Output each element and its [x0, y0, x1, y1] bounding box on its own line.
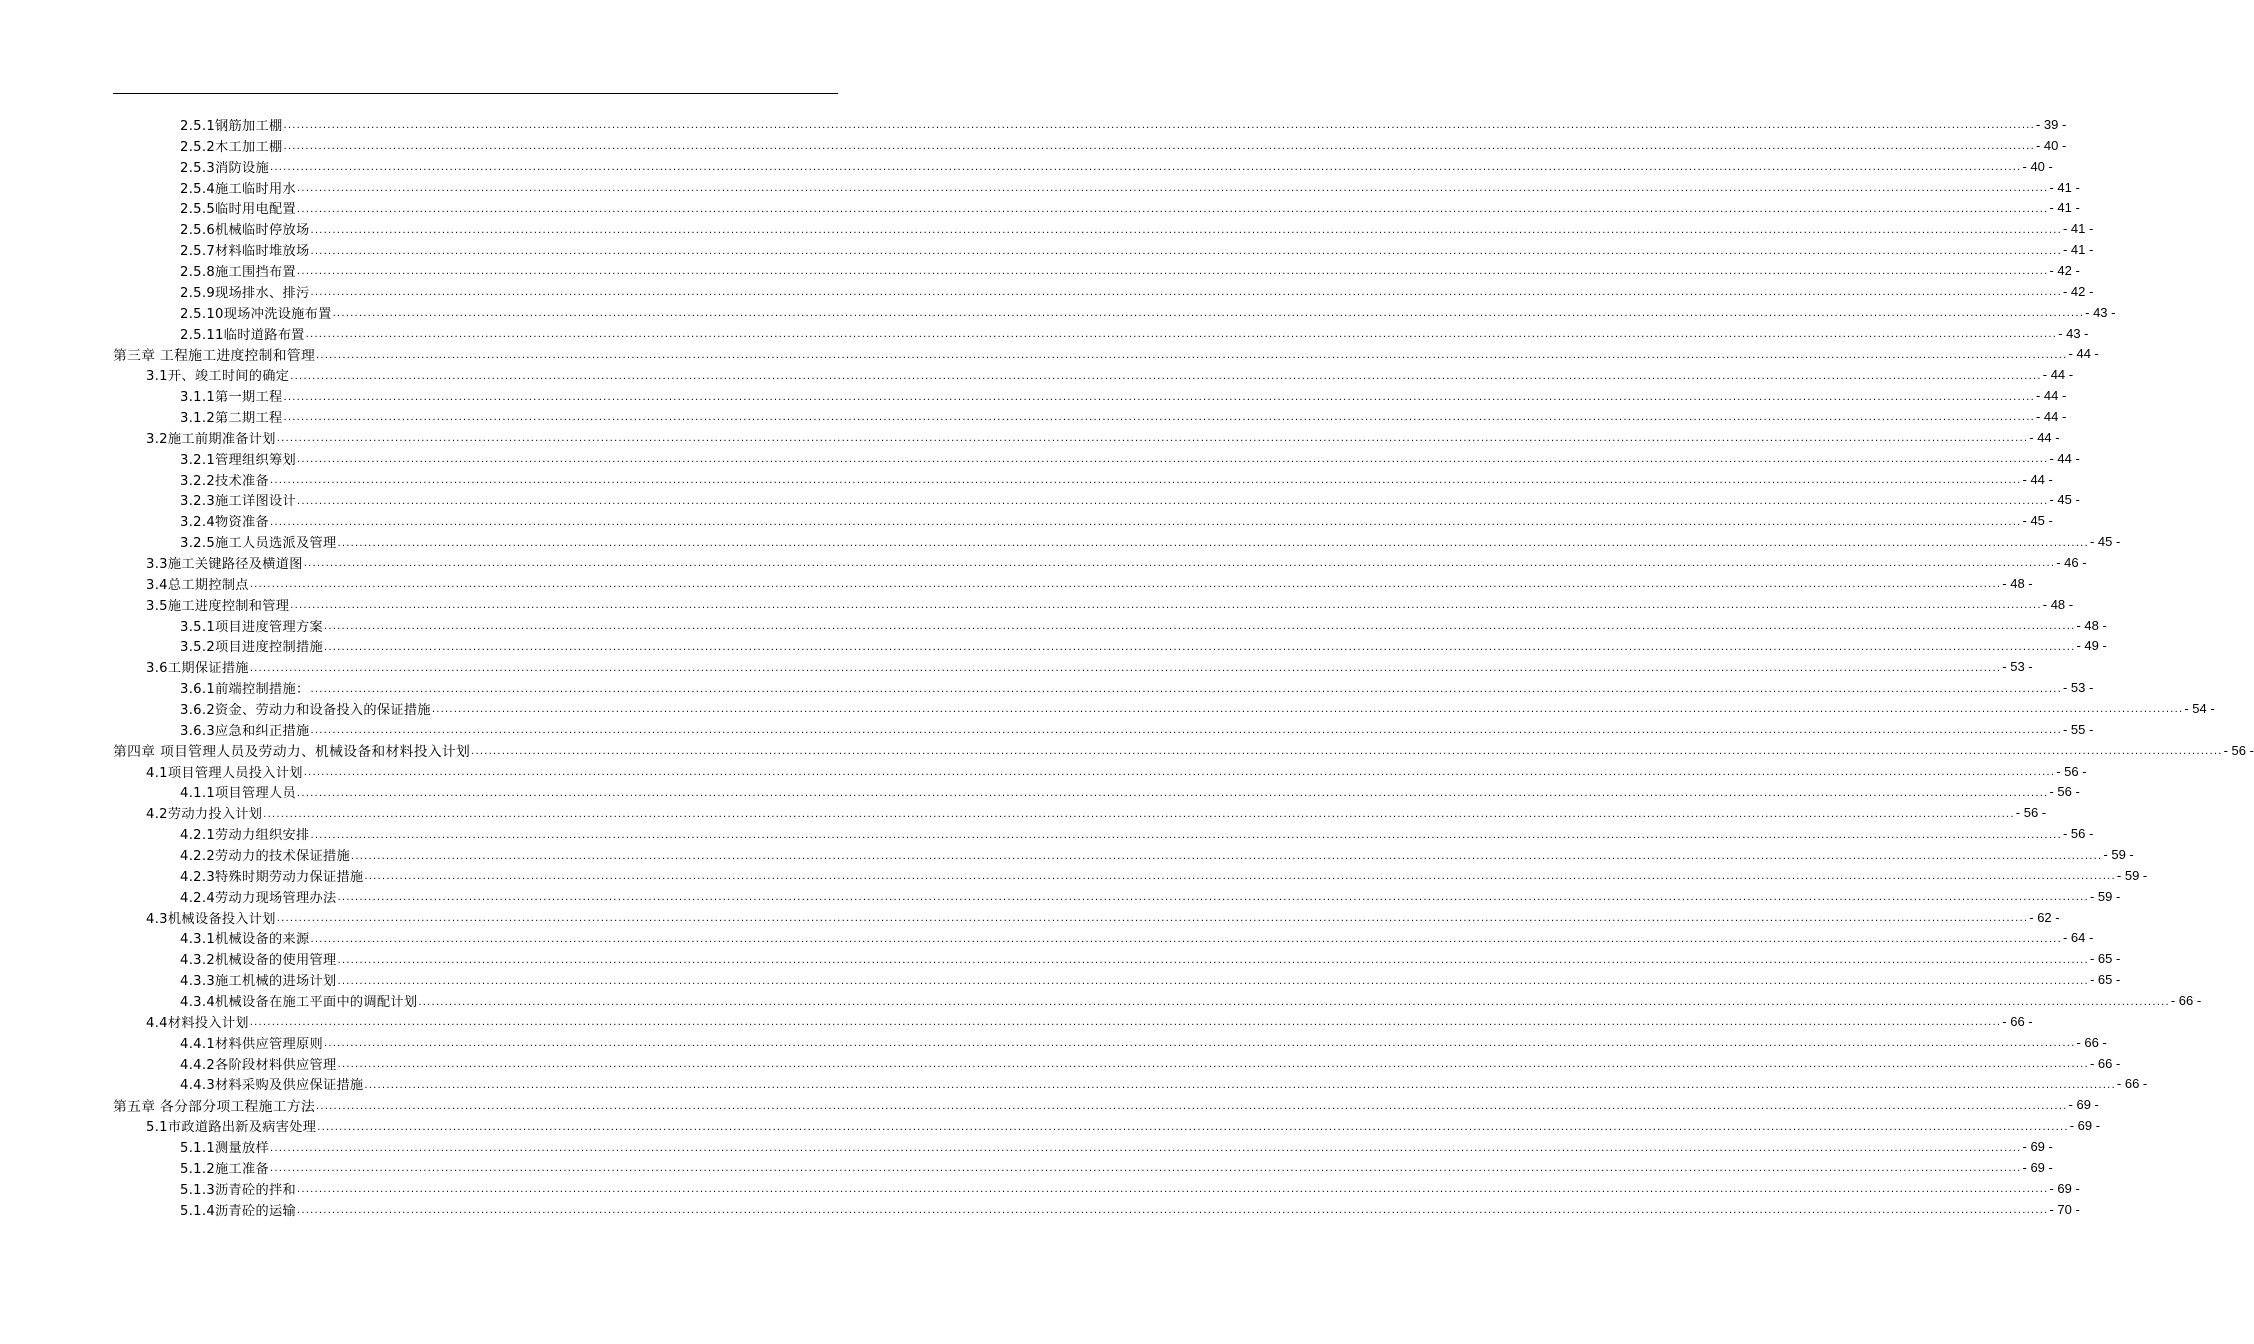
toc-entry-level-3[interactable]: [113, 281, 2094, 302]
toc-leader-dots: ................................................................................................................................................................................................................................................................................................................................................................................................................: [290, 370, 2042, 382]
toc-entry-page: - 46 -: [2056, 554, 2087, 570]
toc-entry-page: - 40 -: [2035, 137, 2067, 153]
toc-entry-level-3[interactable]: [113, 197, 2080, 218]
toc-entry-level-3[interactable]: [113, 302, 2116, 323]
toc-entry-level-3[interactable]: [113, 406, 2067, 427]
toc-leader-dots: ................................................................................................................................................................................................................................................................................................................................................................................................................: [323, 621, 2076, 633]
toc-entry-page: - 41 -: [2049, 200, 2080, 216]
toc-leader-dots: ................................................................................................................................................................................................................................................................................................................................................................................................................: [296, 183, 2049, 194]
toc-entry-title: 3.2.3施工详图设计: [180, 494, 296, 510]
toc-leader-dots: ................................................................................................................................................................................................................................................................................................................................................................................................................: [310, 933, 2062, 945]
toc-entry-level-3[interactable]: [113, 886, 2121, 907]
toc-entry-title: 2.5.1钢筋加工棚: [180, 118, 283, 134]
toc-entry-page: - 48 -: [2002, 575, 2033, 591]
toc-entry-level-3[interactable]: [113, 865, 2148, 886]
toc-entry-level-3[interactable]: [113, 1074, 2148, 1095]
table-of-contents: [113, 114, 2254, 1220]
toc-entry-level-2[interactable]: [113, 656, 2033, 677]
toc-entry-level-1[interactable]: [113, 343, 2099, 364]
toc-leader-dots: ................................................................................................................................................................................................................................................................................................................................................................................................................: [431, 704, 2184, 716]
toc-entry-page: - 41 -: [2049, 179, 2080, 195]
toc-entry-title: 3.4总工期控制点: [146, 577, 249, 593]
toc-leader-dots: ................................................................................................................................................................................................................................................................................................................................................................................................................: [249, 1017, 2002, 1029]
toc-entry-title: 2.5.9现场排水、排污: [180, 285, 310, 301]
toc-entry-page: - 44 -: [2035, 388, 2067, 404]
toc-entry-level-2[interactable]: [113, 907, 2060, 928]
toc-entry-title: 4.2.4劳动力现场管理办法: [180, 890, 337, 906]
toc-entry-page: - 41 -: [2062, 242, 2094, 258]
toc-leader-dots: ................................................................................................................................................................................................................................................................................................................................................................................................................: [471, 746, 2223, 758]
toc-entry-page: - 39 -: [2035, 116, 2067, 132]
toc-entry-level-3[interactable]: [113, 448, 2080, 469]
toc-leader-dots: ................................................................................................................................................................................................................................................................................................................................................................................................................: [263, 808, 2015, 820]
toc-entry-title: 4.4材料投入计划: [146, 1015, 249, 1031]
toc-leader-dots: ................................................................................................................................................................................................................................................................................................................................................................................................................: [418, 996, 2170, 1008]
toc-entry-title: 2.5.6机械临时停放场: [180, 223, 310, 239]
toc-entry-title: 第四章 项目管理人员及劳动力、机械设备和材料投入计划: [113, 744, 471, 761]
toc-entry-page: - 69 -: [2049, 1180, 2080, 1196]
toc-entry-title: 2.5.11临时道路布置: [180, 327, 305, 343]
toc-leader-dots: ................................................................................................................................................................................................................................................................................................................................................................................................................: [310, 829, 2062, 841]
toc-entry-level-3[interactable]: [113, 677, 2094, 698]
toc-entry-page: - 41 -: [2062, 221, 2094, 237]
toc-leader-dots: ................................................................................................................................................................................................................................................................................................................................................................................................................: [283, 391, 2035, 403]
toc-entry-title: 3.3施工关键路径及横道图: [146, 556, 303, 572]
toc-entry-level-3[interactable]: [113, 156, 2053, 177]
toc-entry-level-3[interactable]: [113, 531, 2121, 552]
toc-leader-dots: ................................................................................................................................................................................................................................................................................................................................................................................................................: [283, 120, 2035, 132]
toc-entry-title: 3.2施工前期准备计划: [146, 431, 276, 447]
toc-entry-page: - 44 -: [2042, 367, 2074, 383]
toc-leader-dots: ................................................................................................................................................................................................................................................................................................................................................................................................................: [337, 975, 2089, 987]
toc-entry-title: 2.5.3消防设施: [180, 160, 270, 176]
toc-leader-dots: ................................................................................................................................................................................................................................................................................................................................................................................................................: [310, 224, 2062, 236]
toc-leader-dots: ................................................................................................................................................................................................................................................................................................................................................................................................................: [249, 579, 2002, 591]
toc-entry-level-3[interactable]: [113, 469, 2053, 490]
header-rule: [113, 93, 838, 94]
toc-entry-page: - 66 -: [2076, 1034, 2107, 1050]
toc-leader-dots: ................................................................................................................................................................................................................................................................................................................................................................................................................: [310, 683, 2062, 695]
toc-entry-level-3[interactable]: [113, 135, 2067, 156]
toc-entry-page: - 56 -: [2056, 763, 2087, 779]
toc-entry-title: 3.2.1管理组织筹划: [180, 452, 296, 468]
toc-entry-title: 3.1.1第一期工程: [180, 390, 283, 406]
toc-entry-title: 4.3机械设备投入计划: [146, 911, 276, 927]
toc-leader-dots: ................................................................................................................................................................................................................................................................................................................................................................................................................: [303, 767, 2056, 779]
toc-entry-page: - 49 -: [2076, 638, 2107, 654]
toc-entry-title: 3.5.1项目进度管理方案: [180, 619, 323, 635]
toc-leader-dots: ................................................................................................................................................................................................................................................................................................................................................................................................................: [296, 1184, 2049, 1196]
toc-entry-title: 第五章 各分部分项工程施工方法: [113, 1098, 316, 1115]
toc-entry-title: 2.5.7材料临时堆放场: [180, 244, 310, 260]
toc-leader-dots: ................................................................................................................................................................................................................................................................................................................................................................................................................: [296, 1205, 2049, 1217]
toc-entry-page: - 48 -: [2042, 596, 2074, 612]
toc-entry-title: 4.2.3特殊时期劳动力保证措施: [180, 869, 364, 885]
toc-entry-level-3[interactable]: [113, 1032, 2107, 1053]
toc-leader-dots: ................................................................................................................................................................................................................................................................................................................................................................................................................: [270, 1142, 2022, 1154]
toc-entry-level-3[interactable]: [113, 1053, 2121, 1074]
toc-entry-level-2[interactable]: [113, 1011, 2033, 1032]
toc-leader-dots: ................................................................................................................................................................................................................................................................................................................................................................................................................: [337, 954, 2089, 966]
toc-entry-title: 3.2.2技术准备: [180, 473, 270, 489]
toc-entry-page: - 40 -: [2022, 158, 2053, 174]
toc-entry-title: 4.3.2机械设备的使用管理: [180, 953, 337, 969]
toc-entry-page: - 44 -: [2068, 346, 2099, 362]
toc-entry-title: 4.3.3施工机械的进场计划: [180, 974, 337, 990]
toc-entry-title: 4.2.2劳动力的技术保证措施: [180, 849, 350, 864]
toc-leader-dots: ................................................................................................................................................................................................................................................................................................................................................................................................................: [296, 787, 2049, 799]
toc-leader-dots: ................................................................................................................................................................................................................................................................................................................................................................................................................: [337, 892, 2089, 904]
toc-entry-page: - 54 -: [2184, 700, 2215, 716]
toc-entry-page: - 55 -: [2062, 721, 2094, 737]
toc-entry-title: 3.6.2资金、劳动力和设备投入的保证措施: [180, 702, 431, 718]
toc-entry-title: 2.5.5临时用电配置: [180, 202, 296, 218]
toc-entry-level-3[interactable]: [113, 489, 2080, 510]
toc-entry-level-3[interactable]: [113, 969, 2121, 990]
toc-entry-level-2[interactable]: [113, 1115, 2101, 1136]
toc-entry-page: - 44 -: [2029, 429, 2060, 445]
toc-leader-dots: ................................................................................................................................................................................................................................................................................................................................................................................................................: [270, 1163, 2022, 1175]
toc-leader-dots: ................................................................................................................................................................................................................................................................................................................................................................................................................: [296, 495, 2049, 507]
toc-entry-title: 2.5.10现场冲洗设施布置: [180, 306, 332, 322]
toc-entry-level-3[interactable]: [113, 177, 2080, 198]
toc-entry-title: 3.1开、竣工时间的确定: [146, 369, 290, 385]
toc-entry-level-3[interactable]: [113, 260, 2080, 281]
toc-entry-level-2[interactable]: [113, 573, 2033, 594]
toc-entry-page: - 59 -: [2103, 847, 2134, 862]
toc-leader-dots: ................................................................................................................................................................................................................................................................................................................................................................................................................: [323, 641, 2076, 653]
toc-entry-title: 2.5.8施工围挡布置: [180, 264, 296, 280]
toc-entry-level-3[interactable]: [113, 635, 2107, 656]
toc-leader-dots: ................................................................................................................................................................................................................................................................................................................................................................................................................: [310, 725, 2062, 737]
toc-leader-dots: ................................................................................................................................................................................................................................................................................................................................................................................................................: [270, 516, 2022, 528]
toc-entry-title: 第三章 工程施工进度控制和管理: [113, 347, 316, 364]
toc-entry-page: - 64 -: [2062, 930, 2094, 946]
toc-entry-level-3[interactable]: [113, 385, 2067, 406]
toc-entry-title: 2.5.4施工临时用水: [180, 181, 296, 197]
toc-entry-page: - 62 -: [2029, 909, 2060, 925]
toc-entry-page: - 53 -: [2002, 659, 2033, 675]
toc-entry-page: - 66 -: [2002, 1013, 2033, 1029]
toc-leader-dots: ................................................................................................................................................................................................................................................................................................................................................................................................................: [364, 1079, 2116, 1091]
toc-leader-dots: ................................................................................................................................................................................................................................................................................................................................................................................................................: [323, 1038, 2076, 1050]
toc-entry-title: 3.5施工进度控制和管理: [146, 598, 290, 614]
toc-entry-page: - 66 -: [2170, 993, 2202, 1009]
toc-entry-title: 4.3.4机械设备在施工平面中的调配计划: [180, 995, 418, 1011]
toc-leader-dots: ................................................................................................................................................................................................................................................................................................................................................................................................................: [249, 662, 2002, 674]
toc-entry-page: - 53 -: [2062, 680, 2094, 696]
toc-entry-title: 4.2.1劳动力组织安排: [180, 828, 310, 844]
toc-entry-title: 3.6.3应急和纠正措施: [180, 723, 310, 739]
toc-leader-dots: ................................................................................................................................................................................................................................................................................................................................................................................................................: [290, 600, 2042, 612]
toc-entry-level-3[interactable]: [113, 698, 2215, 719]
toc-entry-page: - 48 -: [2076, 617, 2107, 633]
toc-leader-dots: ................................................................................................................................................................................................................................................................................................................................................................................................................: [316, 1100, 2068, 1112]
toc-leader-dots: ................................................................................................................................................................................................................................................................................................................................................................................................................: [296, 203, 2049, 215]
toc-entry-level-3[interactable]: [113, 323, 2089, 344]
toc-entry-page: - 70 -: [2049, 1201, 2080, 1217]
toc-entry-level-3[interactable]: [113, 990, 2202, 1011]
toc-entry-level-3[interactable]: [113, 239, 2094, 260]
toc-entry-level-2[interactable]: [113, 802, 2047, 823]
toc-entry-level-3[interactable]: [113, 1157, 2053, 1178]
toc-entry-level-3[interactable]: [113, 844, 2134, 865]
toc-entry-title: 3.2.4物资准备: [180, 515, 270, 531]
toc-entry-level-3[interactable]: [113, 1178, 2080, 1199]
toc-entry-page: - 69 -: [2069, 1118, 2101, 1134]
toc-entry-page: - 45 -: [2022, 513, 2053, 529]
toc-entry-title: 4.4.2各阶段材料供应管理: [180, 1057, 337, 1073]
toc-entry-title: 5.1.4沥青砼的运输: [180, 1203, 296, 1219]
toc-entry-page: - 59 -: [2116, 867, 2148, 883]
toc-leader-dots: ................................................................................................................................................................................................................................................................................................................................................................................................................: [350, 850, 2103, 862]
toc-leader-dots: ................................................................................................................................................................................................................................................................................................................................................................................................................: [276, 913, 2029, 925]
toc-leader-dots: ................................................................................................................................................................................................................................................................................................................................................................................................................: [296, 266, 2049, 278]
toc-entry-level-2[interactable]: [113, 761, 2087, 782]
toc-leader-dots: ................................................................................................................................................................................................................................................................................................................................................................................................................: [317, 1121, 2069, 1133]
toc-entry-title: 5.1市政道路出新及病害处理: [146, 1120, 317, 1136]
toc-entry-page: - 42 -: [2062, 283, 2094, 299]
toc-leader-dots: ................................................................................................................................................................................................................................................................................................................................................................................................................: [337, 1059, 2089, 1071]
toc-entry-page: - 42 -: [2049, 262, 2080, 278]
toc-entry-title: 4.1.1项目管理人员: [180, 786, 296, 802]
toc-entry-title: 3.1.2第二期工程: [180, 410, 283, 426]
toc-entry-title: 5.1.3沥青砼的拌和: [180, 1182, 296, 1198]
toc-entry-level-3[interactable]: [113, 114, 2067, 135]
toc-entry-level-3[interactable]: [113, 948, 2121, 969]
toc-entry-title: 3.6工期保证措施: [146, 661, 249, 677]
toc-entry-title: 4.4.3材料采购及供应保证措施: [180, 1078, 364, 1094]
toc-leader-dots: ................................................................................................................................................................................................................................................................................................................................................................................................................: [270, 162, 2022, 174]
toc-entry-page: - 45 -: [2089, 534, 2121, 550]
toc-leader-dots: ................................................................................................................................................................................................................................................................................................................................................................................................................: [305, 329, 2058, 341]
toc-entry-level-2[interactable]: [113, 364, 2074, 385]
toc-entry-title: 4.4.1材料供应管理原则: [180, 1036, 323, 1052]
toc-entry-level-3[interactable]: [113, 615, 2107, 636]
toc-leader-dots: ................................................................................................................................................................................................................................................................................................................................................................................................................: [296, 454, 2049, 466]
toc-entry-page: - 43 -: [2058, 325, 2089, 341]
toc-entry-title: 3.2.5施工人员选派及管理: [180, 536, 337, 552]
toc-entry-page: - 66 -: [2116, 1076, 2148, 1092]
toc-entry-page: - 44 -: [2022, 471, 2053, 487]
toc-entry-level-3[interactable]: [113, 782, 2080, 803]
toc-entry-page: - 44 -: [2049, 450, 2080, 466]
toc-leader-dots: ................................................................................................................................................................................................................................................................................................................................................................................................................: [364, 871, 2116, 883]
toc-entry-level-3[interactable]: [113, 218, 2094, 239]
toc-entry-level-3[interactable]: [113, 719, 2094, 740]
toc-leader-dots: ................................................................................................................................................................................................................................................................................................................................................................................................................: [303, 558, 2056, 570]
toc-entry-level-3[interactable]: [113, 928, 2094, 949]
toc-entry-page: - 45 -: [2049, 492, 2080, 508]
toc-entry-title: 3.6.1前端控制措施：: [180, 682, 310, 698]
toc-leader-dots: ................................................................................................................................................................................................................................................................................................................................................................................................................: [283, 141, 2035, 153]
toc-entry-title: 2.5.2木工加工棚: [180, 139, 283, 155]
toc-entry-level-2[interactable]: [113, 594, 2074, 615]
toc-entry-page: - 43 -: [2085, 304, 2116, 320]
toc-entry-level-3[interactable]: [113, 1199, 2080, 1220]
toc-entry-level-2[interactable]: [113, 552, 2087, 573]
toc-entry-title: 4.2劳动力投入计划: [146, 807, 263, 823]
toc-entry-page: - 59 -: [2089, 888, 2121, 904]
toc-leader-dots: ................................................................................................................................................................................................................................................................................................................................................................................................................: [337, 537, 2089, 549]
toc-leader-dots: ................................................................................................................................................................................................................................................................................................................................................................................................................: [283, 412, 2035, 424]
toc-entry-page: - 69 -: [2068, 1097, 2099, 1113]
toc-entry-page: - 69 -: [2022, 1159, 2053, 1175]
toc-entry-title: 5.1.2施工准备: [180, 1161, 270, 1177]
toc-leader-dots: ................................................................................................................................................................................................................................................................................................................................................................................................................: [310, 245, 2062, 257]
toc-leader-dots: ................................................................................................................................................................................................................................................................................................................................................................................................................: [276, 433, 2029, 445]
toc-leader-dots: ................................................................................................................................................................................................................................................................................................................................................................................................................: [316, 349, 2068, 361]
toc-entry-level-2[interactable]: [113, 427, 2060, 448]
toc-leader-dots: ................................................................................................................................................................................................................................................................................................................................................................................................................: [270, 475, 2022, 487]
toc-leader-dots: ................................................................................................................................................................................................................................................................................................................................................................................................................: [332, 308, 2085, 320]
toc-entry-level-1[interactable]: [113, 1094, 2099, 1115]
toc-entry-title: 5.1.1测量放样: [180, 1141, 270, 1157]
toc-entry-page: - 44 -: [2035, 408, 2067, 424]
toc-entry-page: - 65 -: [2089, 972, 2121, 988]
toc-entry-level-3[interactable]: [113, 1136, 2053, 1157]
toc-entry-title: 4.3.1机械设备的来源: [180, 932, 310, 948]
toc-entry-title: 4.1项目管理人员投入计划: [146, 765, 303, 781]
toc-entry-page: - 56 -: [2015, 805, 2047, 821]
toc-entry-page: - 69 -: [2022, 1139, 2053, 1155]
toc-entry-page: - 56 -: [2049, 784, 2080, 800]
toc-entry-level-3[interactable]: [113, 510, 2053, 531]
toc-entry-title: 3.5.2项目进度控制措施: [180, 640, 323, 656]
toc-entry-page: - 66 -: [2089, 1055, 2121, 1071]
toc-entry-page: - 65 -: [2089, 951, 2121, 967]
toc-leader-dots: ................................................................................................................................................................................................................................................................................................................................................................................................................: [310, 287, 2062, 299]
toc-entry-page: - 56 -: [2062, 826, 2094, 842]
toc-entry-level-3[interactable]: [113, 823, 2094, 844]
toc-entry-level-1[interactable]: [113, 740, 2254, 761]
toc-entry-page: - 56 -: [2223, 742, 2254, 758]
